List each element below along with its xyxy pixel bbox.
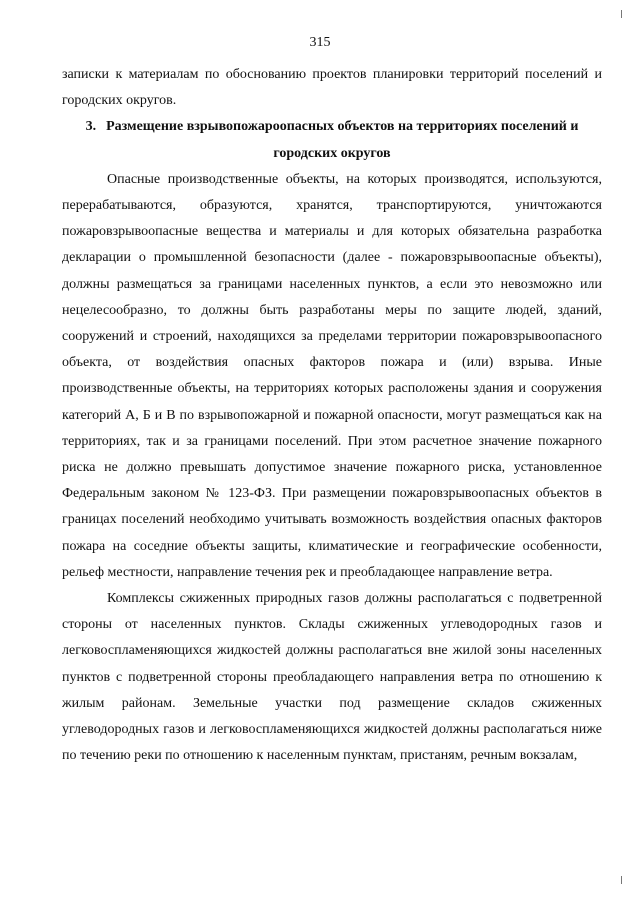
section-title: Размещение взрывопожароопасных объектов на территориях поселений и городских округов	[106, 119, 579, 161]
continuation-paragraph: записки к материалам по обоснованию проектов планировки территорий поселений и городских округов.	[62, 67, 602, 109]
paragraph-gas-complexes: Комплексы сжиженных природных газов должны располагаться с подветренной стороны от населенных пунктов. Склады сжиженных углеводородных газов и легковоспламеняющихся жидкостей должны располагаться вне жилой зоны населенных пунктов с подветренной стороны преобладающего направления ветра по отношению к жилым районам. Земельные участки под размещение складов сжиженных углеводородных газов и легковоспламеняющихся жидкостей должны располагаться ниже по течению реки по отношению к населенным пунктам, пристаням, речным вокзалам,	[62, 591, 602, 764]
paragraph-hazardous-objects: Опасные производственные объекты, на которых производятся, используются, перерабатываются, образуются, хранятся, транспортируются, уничтожаются пожаровзрывоопасные вещества и материалы и для которых обязательна разработка декларации о промышленной безопасности (далее - пожаровзрывоопасные объекты), должны размещаться за границами населенных пунктов, а если это невозможно или нецелесообразно, то должны быть разработаны меры по защите людей, зданий, сооружений и строений, находящихся за пределами территории пожаровзрывоопасного объекта, от воздействия опасных факторов пожара и (или) взрыва. Иные производственные объекты, на территориях которых расположены здания и сооружения категорий А, Б и В по взрывопожарной и пожарной опасности, могут размещаться как на территориях, так и за границами поселений. При этом расчетное значение пожарного риска не должно превышать допустимое значение пожарного риска, установленное Федеральным законом № 123-ФЗ. При размещении пожаровзрывоопасных объектов в границах поселений необходимо учитывать возможность воздействия опасных факторов пожара на соседние объекты защиты, климатические и географические особенности, рельеф местности, направление течения рек и преобладающее направление ветра.	[62, 171, 602, 580]
scan-edge-mark	[621, 876, 622, 884]
page-number: 315	[309, 35, 331, 50]
section-heading	[62, 114, 602, 166]
section-number: 3.	[85, 119, 97, 135]
scan-edge-mark	[621, 10, 622, 18]
document-body	[62, 62, 602, 769]
